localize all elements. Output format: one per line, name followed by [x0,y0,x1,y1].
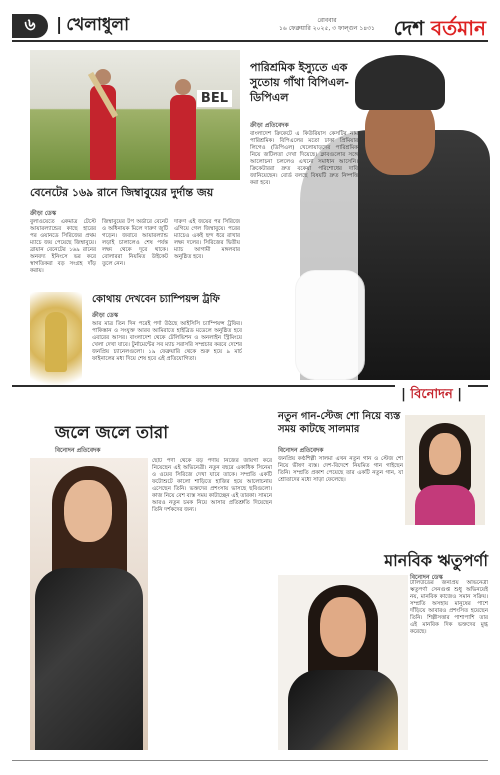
story3-headline: মানবিক ঋতুপর্ণা [384,551,488,570]
story1-text: ছোট পর্দা থেকে বড় পর্দায় নিজের জায়গা করে নিয়েছেন এই অভিনেত্রী। নতুন বছরে একাধিক সিনেমা ও ওয়েব সিরিজে দেখা যাবে তাকে। সম্প্রতি একটি ফটোশুটে কালো শাড়িতে হাজির হয়ে আলোচনায় এসেছেন তিনি। ভক্তদের প্রশংসায় ভাসছে ছবিগুলো। কাজ নিয়ে বেশ ব্যস্ত সময় কাটাচ্ছেন এই তারকা। সামনে আরও নতুন চমক নিয়ে আসার প্রতিশ্রুতি দিয়েছেন তিনি দর্শকদের জন্য। [152,458,272,513]
sports-col-2-text: জিম্বাবুয়ের টপ অর্ডারে বেনেট ও অধিনায়ক মিলে দারুণ জুটি গড়েন। জবাবে আয়ারল্যান্ড লড়াই চালালেও শেষ পর্যন্ত লক্ষ্য থেকে দূরে থাকে। বোলাররা নিয়মিত উইকেট তুলে নেন। [102,219,168,267]
dateline-date: ১৬ ফেব্রুয়ারি ২০২৫, ৩ ফাল্গুন ১৪৩১ [279,25,375,32]
cricket-photo [30,50,240,180]
trophy-byline: ক্রীড়া ডেস্ক [92,312,119,319]
story3-text: টালিউডের জনপ্রিয় অভিনেত্রী ঋতুপর্ণা সেনগুপ্ত শুধু অভিনয়েই নয়, মানবিক কাজেও সমান সক্রিয়। সম্প্রতি অসহায় মানুষের পাশে দাঁড়িয়ে আবারও প্রশংসিত হয়েছেন তিনি। শিল্পীসত্তার পাশাপাশি তার এই মানবিক দিক ভক্তদের মুগ্ধ করেছে। [410,580,488,635]
dateline [262,17,392,33]
trophy-text: আর মাত্র তিন দিন পরেই পর্দা উঠছে আইসিসি চ্যাম্পিয়ন্স ট্রফির। পাকিস্তান ও সংযুক্ত আরব আমিরাতে হাইব্রিড মডেলে অনুষ্ঠিত হবে এবারের আসর। বাংলাদেশ থেকে টেলিভিশন ও অনলাইন স্ট্রিমিংয়ে খেলা দেখা যাবে। টুর্নামেন্টের সব ম্যাচ সরাসরি সম্প্রচার করবে দেশের জনপ্রিয় চ্যানেলগুলো। ১৯ ফেব্রুয়ারি থেকে শুরু হয়ে ৯ মার্চ ফাইনালের মধ্য দিয়ে শেষ হবে এই প্রতিযোগিতা। [92,321,242,362]
sports-col-3-text: দারুণ এই জয়ের পর সিরিজে এগিয়ে গেল জিম্বাবুয়ে। পরের ম্যাচেও একই ছন্দ ধরে রাখার লক্ষ্য দলের। সিরিজের দ্বিতীয় ম্যাচ আগামী মঙ্গলবার অনুষ্ঠিত হবে। [174,219,240,260]
face-shape [320,597,366,657]
entertainment-label: | বিনোদন | [395,385,468,406]
masthead-part-2: বর্তমান [431,16,486,40]
trophy-icon [45,312,67,372]
sports-col-3 [174,219,240,275]
portrait-column [250,131,358,187]
actress-photo-3 [278,575,408,750]
bottom-rule [12,760,488,761]
story1-byline: বিনোদন প্রতিবেদক [55,447,101,454]
actress-photo-1 [30,458,148,750]
story1-headline: জলে জলে তারা [55,423,169,443]
sports-article [30,208,240,288]
entertainment-divider [12,385,488,403]
portrait-headline: পারিশ্রমিক ইস্যুতে এক সুতোয় গাঁথা বিপিএল-ডিপিএল [250,61,349,104]
story2-headline: নতুন গান-স্টেজ শো নিয়ে ব্যস্ত সময় কাটছে সালমার [278,411,401,435]
story2-byline: বিনোদন প্রতিবেদক [278,447,324,454]
masthead-part-1: দেশ [393,16,432,40]
sports-byline: ক্রীড়া ডেস্ক [30,210,57,217]
trophy-headline: কোথায় দেখবেন চ্যাম্পিয়ন্স ট্রফি [92,294,220,305]
story3-column [410,580,488,636]
masthead-logo [394,14,486,47]
photo-banner-text: BEL [197,90,232,107]
singer-photo [405,415,485,525]
story3-article [410,580,488,750]
sports-columns [30,219,240,275]
section-title: | খেলাধুলা [56,12,129,40]
trophy-column [92,321,242,363]
portrait-article [250,120,358,380]
sports-headline: বেনেটের ১৬৯ রানে জিম্বাবুয়ের দুর্দান্ত জয় [30,186,214,199]
dress-shape [288,670,398,750]
sports-col-1 [30,219,96,275]
portrait-text: বাংলাদেশ ক্রিকেটে এ কিউরিয়াস কেসটির নাম পারিশ্রমিক। বিপিএলের মতো ঢাকা প্রিমিয়ার লিগেও (ডিপিএল) খেলোয়াড়দের পারিশ্রমিক নিয়ে জটিলতা দেখা দিয়েছে। ক্লাবগুলোর সঙ্গে আলোচনা চললেও এখনো সমাধান আসেনি। ক্রিকেটাররা দ্রুত বকেয়া পরিশোধের দাবি জানিয়েছেন। বোর্ড বলছে বিষয়টি দ্রুত নিষ্পত্তি করা হবে। [250,131,358,186]
portrait-byline: ক্রীড়া প্রতিবেদক [250,122,289,129]
teammate-figure [170,95,196,180]
story1-column [152,458,272,514]
story2-article [278,445,403,565]
dateline-day: রোববার [317,17,337,24]
sports-col-1-text: বুলাওয়েতে একমাত্র টেস্টে আয়ারল্যান্ডের কাছে হারের পর ওয়ানডে সিরিজের প্রথম ম্যাচে জয় পেয়েছে জিম্বাবুয়ে। ব্রায়ান বেনেটের ১৬৯ রানের অনবদ্য ইনিংসে ভর করে স্বাগতিকরা বড় সংগ্রহ দাঁড় করায়। [30,219,96,274]
page-header [12,12,488,42]
saree-shape [35,568,143,750]
cap-shape [355,55,445,110]
story2-text: জনপ্রিয় কণ্ঠশিল্পী সালমা এখন নতুন গান ও স্টেজ শো নিয়ে ভীষণ ব্যস্ত। দেশ-বিদেশে নিয়মিত গান গাইছেন তিনি। সম্প্রতি প্রকাশ পেয়েছে তার একটি নতুন গান, যা শ্রোতাদের মধ্যে সাড়া ফেলেছে। [278,456,403,483]
dress-shape [415,485,475,525]
story3-byline: বিনোদন ডেস্ক [410,574,443,581]
face-shape [429,433,461,475]
page-number: ৬ [12,14,48,38]
face-shape [64,480,112,542]
story1-article [152,458,272,750]
sports-col-2 [102,219,168,275]
story2-column [278,456,403,484]
